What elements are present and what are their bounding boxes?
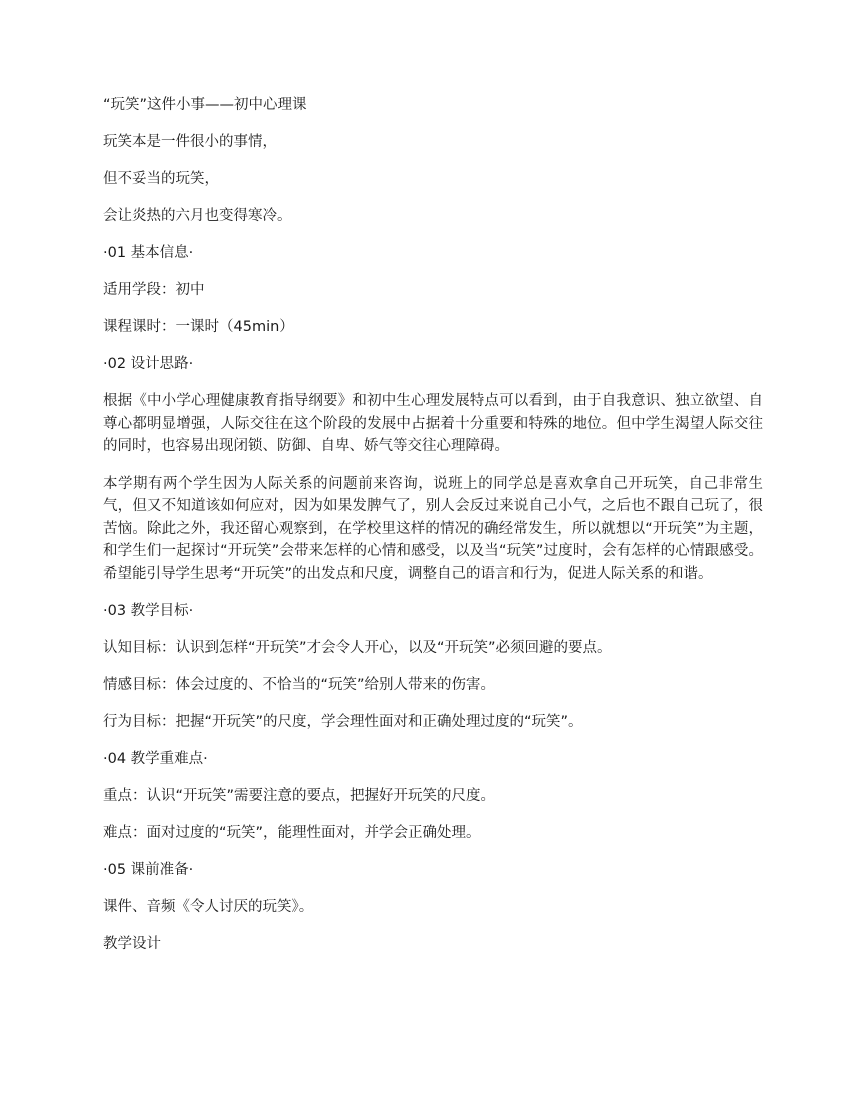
key-point: 重点：认识“开玩笑”需要注意的要点，把握好开玩笑的尺度。 [103, 788, 496, 804]
design-paragraph-2: 本学期有两个学生因为人际关系的问题前来咨询，说班上的同学总是喜欢拿自己开玩笑，自己非常生气，但又不知道该如何应对，因为如果发脾气了，别人会反过来说自己小气，之后也不跟自己玩了，很苦恼。除此之外，我还留心观察到，在学校里这样的情况的确经常发生，所以就想以“开玩笑”为主题，和学生们一起探讨“开玩笑”会带来怎样的心情和感受，以及当“玩笑”过度时，会有怎样的心情跟感受。希望能引导学生思考“开玩笑”的出发点和尺度，调整自己的语言和行为，促进人际关系的和谐。 [103, 475, 763, 582]
section-heading-key-points: ·04 教学重难点· [103, 751, 208, 767]
course-duration: 课程课时：一课时（45min） [103, 319, 294, 335]
section-heading-design-idea: ·02 设计思路· [103, 356, 194, 372]
teaching-design-heading: 教学设计 [103, 936, 161, 952]
intro-line-2: 但不妥当的玩笑， [103, 171, 219, 187]
section-heading-preparation: ·05 课前准备· [103, 862, 194, 878]
difficult-point: 难点：面对过度的“玩笑”，能理性面对，并学会正确处理。 [103, 825, 481, 841]
document-page [103, 94, 763, 970]
section-heading-objectives: ·03 教学目标· [103, 603, 194, 619]
intro-line-1: 玩笑本是一件很小的事情， [103, 134, 277, 150]
design-paragraph-1: 根据《中小学心理健康教育指导纲要》和初中生心理发展特点可以看到，由于自我意识、独立欲望、自尊心都明显增强，人际交往在这个阶段的发展中占据着十分重要和特殊的地位。但中学生渴望人际交往的同时，也容易出现闭锁、防御、自卑、娇气等交往心理障碍。 [103, 393, 763, 454]
objective-emotional: 情感目标：体会过度的、不恰当的“玩笑”给别人带来的伤害。 [103, 677, 496, 693]
applicable-stage: 适用学段：初中 [103, 282, 205, 298]
section-heading-basic-info: ·01 基本信息· [103, 245, 194, 261]
objective-cognitive: 认知目标：认识到怎样“开玩笑”才会令人开心，以及“开玩笑”必须回避的要点。 [103, 640, 612, 656]
objective-behavioral: 行为目标：把握“开玩笑”的尺度，学会理性面对和正确处理过度的“玩笑”。 [103, 714, 583, 730]
preparation-materials: 课件、音频《令人讨厌的玩笑》。 [103, 899, 314, 915]
document-title: “玩笑”这件小事——初中心理课 [103, 97, 307, 113]
intro-line-3: 会让炎热的六月也变得寒冷。 [103, 208, 292, 224]
